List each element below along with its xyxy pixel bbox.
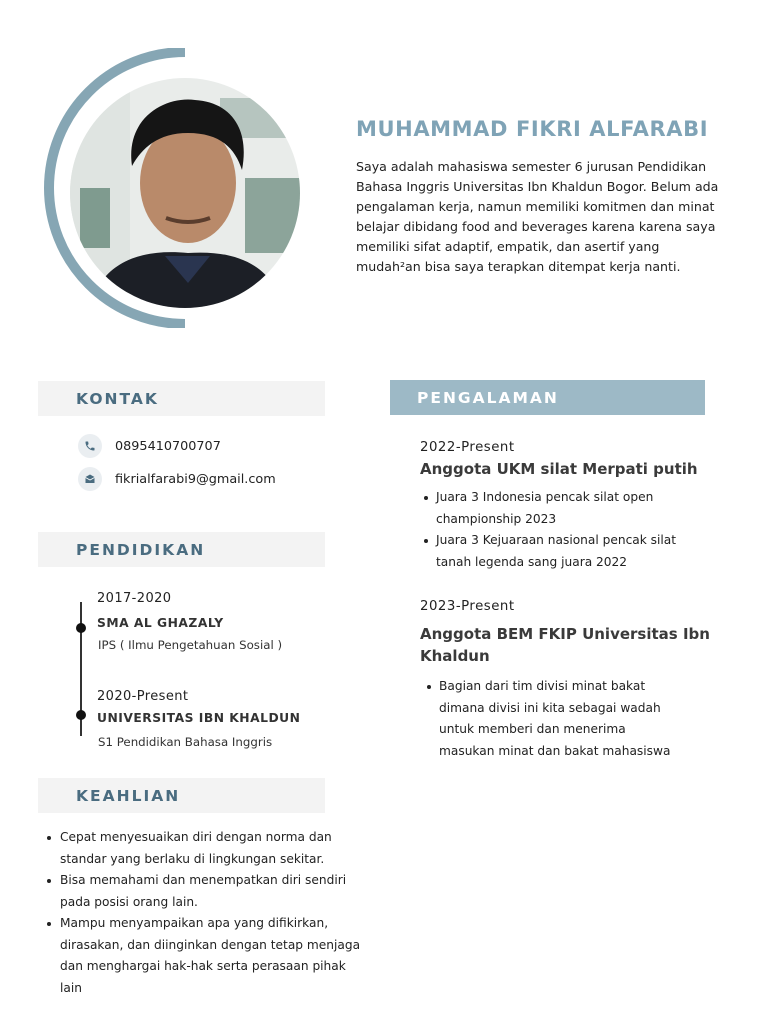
section-header-contact xyxy=(38,381,325,416)
profile-name: MUHAMMAD FIKRI ALFARABI xyxy=(356,117,709,141)
list-item: Juara 3 Indonesia pencak silat open championship 2023 xyxy=(420,487,710,530)
section-title: KEAHLIAN xyxy=(76,786,181,805)
timeline-dot xyxy=(76,623,86,633)
phone-number[interactable]: 0895410700707 xyxy=(115,438,221,454)
section-header-experience xyxy=(390,380,705,415)
timeline-dot xyxy=(76,710,86,720)
profile-summary: Saya adalah mahasiswa semester 6 jurusan Pendidikan Bahasa Inggris Universitas Ibn Khaldun Bogor. Belum ada pengalaman kerja, namun memiliki komitmen dan minat belajar dibidang food and beverages karena karena saya memiliki sifat adaptif, empatik, dan asertif yang mudah²an bisa saya terapkan ditempat kerja nanti. xyxy=(356,159,719,274)
section-header-skills xyxy=(38,778,325,813)
contact-email xyxy=(78,467,276,491)
profile-photo xyxy=(70,78,300,308)
education-years: 2020-Present xyxy=(97,689,189,704)
education-program: IPS ( Ilmu Pengetahuan Sosial ) xyxy=(98,638,283,652)
education-program: S1 Pendidikan Bahasa Inggris xyxy=(98,735,273,749)
experience-years: 2022-Present xyxy=(420,440,515,455)
experience-title: Anggota BEM FKIP Universitas Ibn Khaldun xyxy=(420,625,710,665)
section-header-education xyxy=(38,532,325,567)
profile-photo-block xyxy=(38,48,318,328)
email-address[interactable]: fikrialfarabi9@gmail.com xyxy=(115,471,276,487)
list-item: Bisa memahami dan menempatkan diri sendiri pada posisi orang lain. xyxy=(38,870,368,913)
experience-points xyxy=(420,487,710,573)
experience-title: Anggota UKM silat Merpati putih xyxy=(420,460,698,478)
section-title: PENDIDIKAN xyxy=(76,540,206,559)
experience-years: 2023-Present xyxy=(420,599,515,614)
list-item: Bagian dari tim divisi minat bakat dimana divisi ini kita sebagai wadah untuk memberi dan menerima masukan minat dan bakat mahasiswa xyxy=(423,676,673,762)
section-title: PENGALAMAN xyxy=(417,388,559,407)
skills-list xyxy=(38,827,368,999)
list-item: Juara 3 Kejuaraan nasional pencak silat tanah legenda sang juara 2022 xyxy=(420,530,710,573)
list-item: Cepat menyesuaikan diri dengan norma dan standar yang berlaku di lingkungan sekitar. xyxy=(38,827,368,870)
contact-phone xyxy=(78,434,221,458)
phone-icon xyxy=(78,434,102,458)
section-title: KONTAK xyxy=(76,389,159,408)
list-item: Mampu menyampaikan apa yang difikirkan, dirasakan, dan diinginkan dengan tetap menjaga dan menghargai hak-hak serta perasaan pihak lain xyxy=(38,913,368,999)
education-school: UNIVERSITAS IBN KHALDUN xyxy=(97,711,301,725)
experience-points xyxy=(423,676,673,762)
envelope-icon xyxy=(78,467,102,491)
education-years: 2017-2020 xyxy=(97,591,172,606)
education-school: SMA AL GHAZALY xyxy=(97,616,224,630)
